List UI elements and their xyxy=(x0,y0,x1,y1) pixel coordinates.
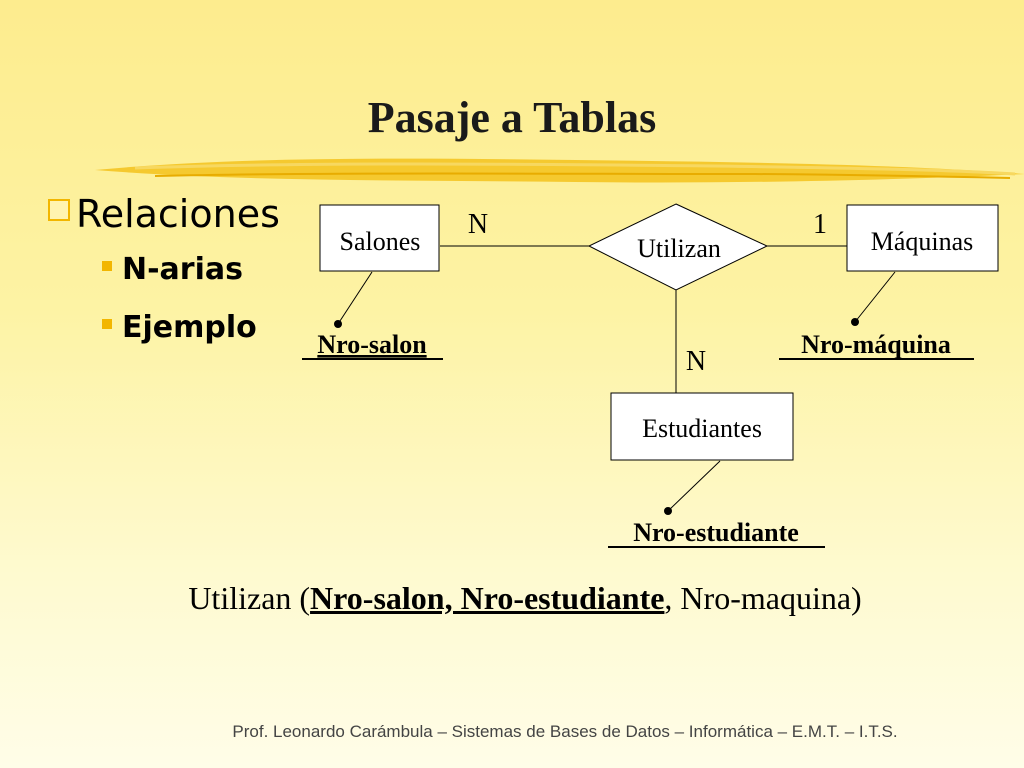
bullet-ejemplo: Ejemplo xyxy=(102,310,257,345)
relational-schema: Utilizan (Nro-salon, Nro-estudiante, Nro-maquina) xyxy=(188,580,862,616)
attr-nro-estudiante: Nro-estudiante xyxy=(633,518,799,547)
attr-line-nro-salon xyxy=(338,272,372,324)
entity-salones-label: Salones xyxy=(339,227,421,256)
relationship-utilizan-label: Utilizan xyxy=(637,234,721,263)
bullet-relaciones: Relaciones xyxy=(48,192,280,236)
slide-footer: Prof. Leonardo Carámbula – Sistemas de Bases de Datos – Informática – E.M.T. – I.T.S. xyxy=(232,722,898,741)
attr-line-nro-estudiante xyxy=(668,461,720,511)
cardinality-maquinas: 1 xyxy=(813,209,827,240)
entity-maquinas-label: Máquinas xyxy=(870,227,974,256)
slide-title: Pasaje a Tablas xyxy=(367,93,657,142)
attr-nro-maquina: Nro-máquina xyxy=(801,330,951,359)
cardinality-estudiantes: N xyxy=(685,346,707,377)
cardinality-salones: N xyxy=(467,209,489,240)
attr-dot-nro-estudiante xyxy=(664,507,672,515)
attr-dot-nro-maquina xyxy=(851,318,859,326)
attr-nro-salon: Nro-salon xyxy=(317,330,427,359)
bullet-n-arias: N-arias xyxy=(102,252,243,287)
entity-estudiantes-label: Estudiantes xyxy=(642,414,762,443)
composite-key: Nro-salon, Nro-estudiante xyxy=(310,580,665,616)
attr-line-nro-maquina xyxy=(855,272,895,322)
attr-dot-nro-salon xyxy=(334,320,342,328)
